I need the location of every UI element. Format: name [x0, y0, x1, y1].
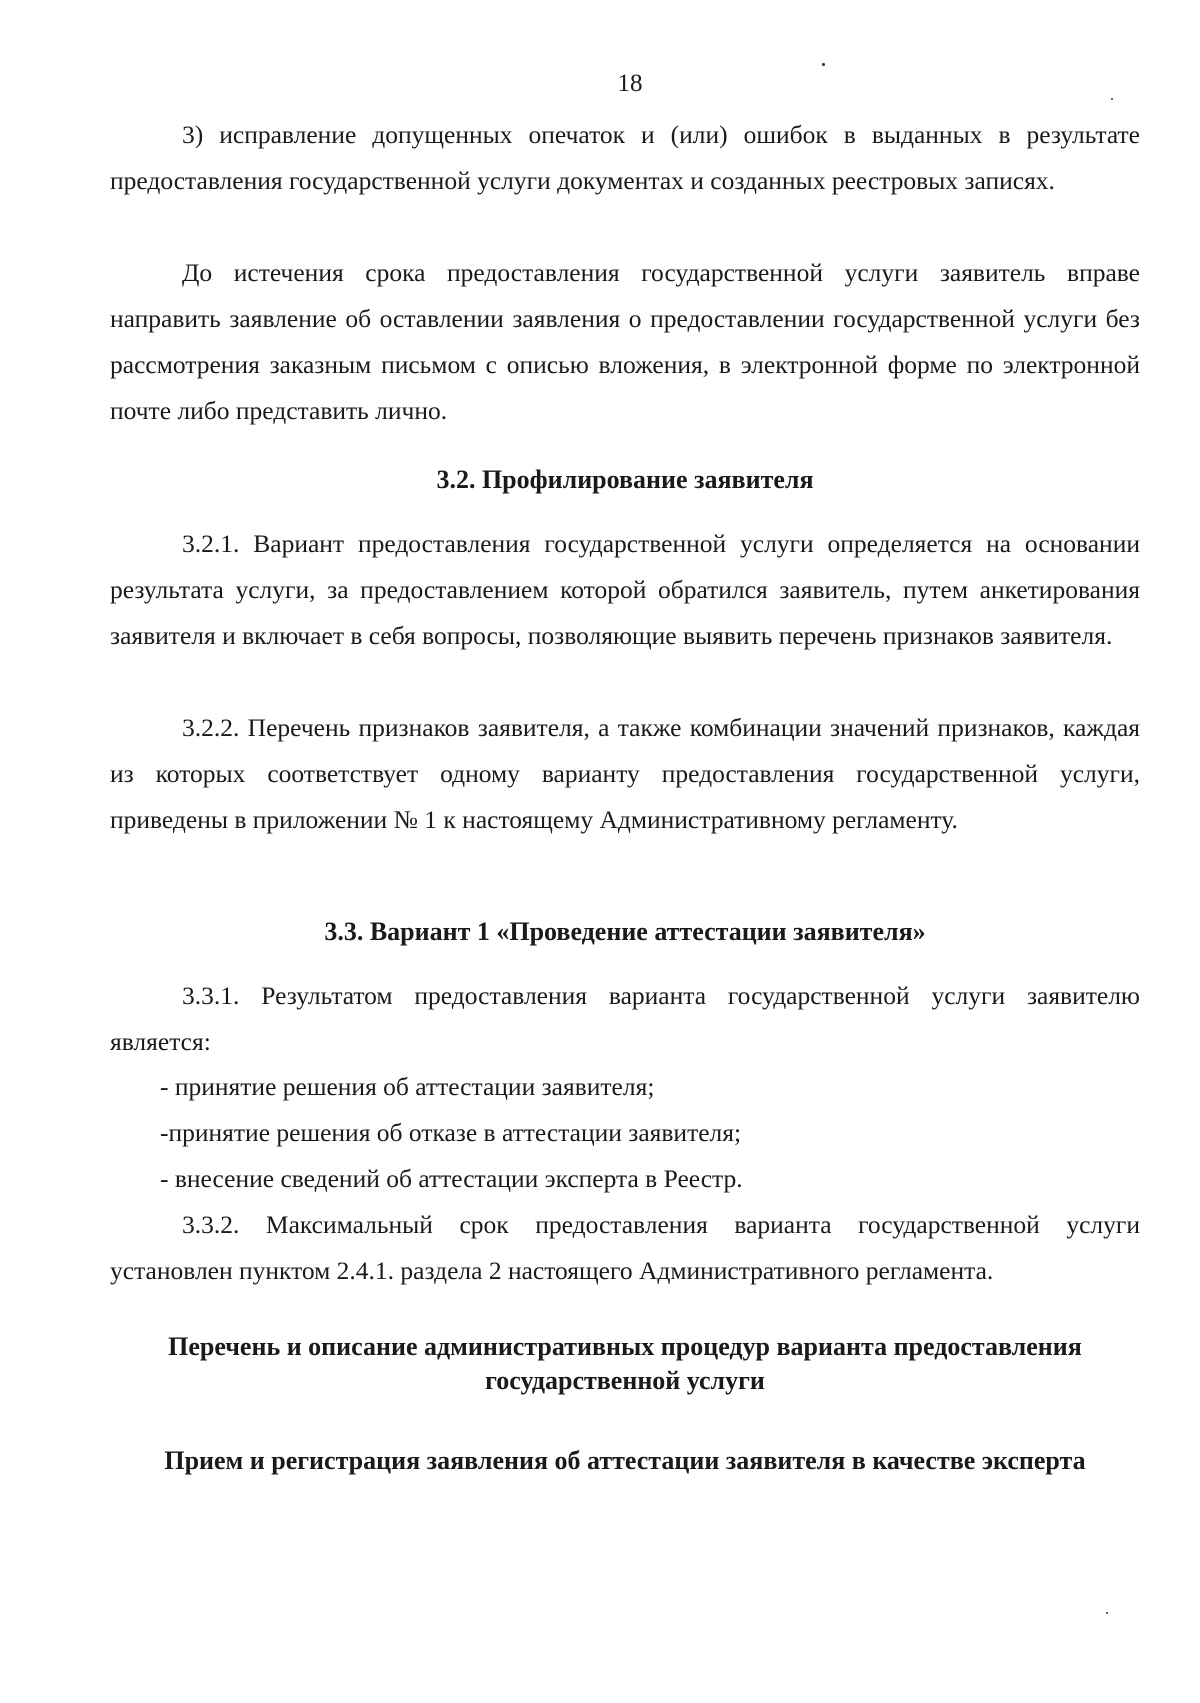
heading-procedures-line2: государственной услуги	[485, 1366, 765, 1395]
scan-speck	[822, 63, 825, 66]
heading-procedures-line1: Перечень и описание административных процедур варианта предоставления	[168, 1332, 1082, 1361]
paragraph-3-2-1: 3.2.1. Вариант предоставления государственной услуги определяется на основании результата услуги, за предоставлением которой обратился заявитель, путем анкетирования заявителя и включает в себя вопросы, позволяющие выявить перечень признаков заявителя.	[110, 529, 1140, 650]
paragraph-correction-item: 3) исправление допущенных опечаток и (или) ошибок в выданных в результате предоставления государственной услуги документах и созданных реестровых записях.	[110, 120, 1140, 195]
heading-profiling: 3.2. Профилирование заявителя	[436, 465, 814, 494]
paragraph-3-2-2: 3.2.2. Перечень признаков заявителя, а также комбинации значений признаков, каждая из которых соответствует одному варианту предоставления государственной услуги, приведены в приложении № 1 к настоящему Административному регламенту.	[110, 713, 1140, 834]
heading-reception: Прием и регистрация заявления об аттестации заявителя в качестве эксперта	[164, 1446, 1086, 1475]
scan-speck	[1106, 1612, 1108, 1614]
scan-speck	[1111, 98, 1113, 100]
heading-procedures	[110, 1330, 1140, 1398]
heading-variant-1: 3.3. Вариант 1 «Проведение аттестации заявителя»	[324, 917, 926, 946]
paragraph-3-3-2: 3.3.2. Максимальный срок предоставления варианта государственной услуги установлен пунктом 2.4.1. раздела 2 настоящего Административного регламента.	[110, 1210, 1140, 1285]
page-number: 18	[617, 70, 643, 97]
result-list-item: - принятие решения об аттестации заявителя;	[160, 1072, 655, 1101]
result-list-item: - внесение сведений об аттестации эксперта в Реестр.	[160, 1164, 743, 1193]
paragraph-withdrawal: До истечения срока предоставления государственной услуги заявитель вправе направить заявление об оставлении заявления о предоставлении государственной услуги без рассмотрения заказным письмом с описью вложения, в электронной форме по электронной почте либо представить лично.	[110, 258, 1140, 425]
result-list-item: -принятие решения об отказе в аттестации заявителя;	[160, 1118, 742, 1147]
paragraph-3-3-1: 3.3.1. Результатом предоставления варианта государственной услуги заявителю является:	[110, 981, 1140, 1056]
